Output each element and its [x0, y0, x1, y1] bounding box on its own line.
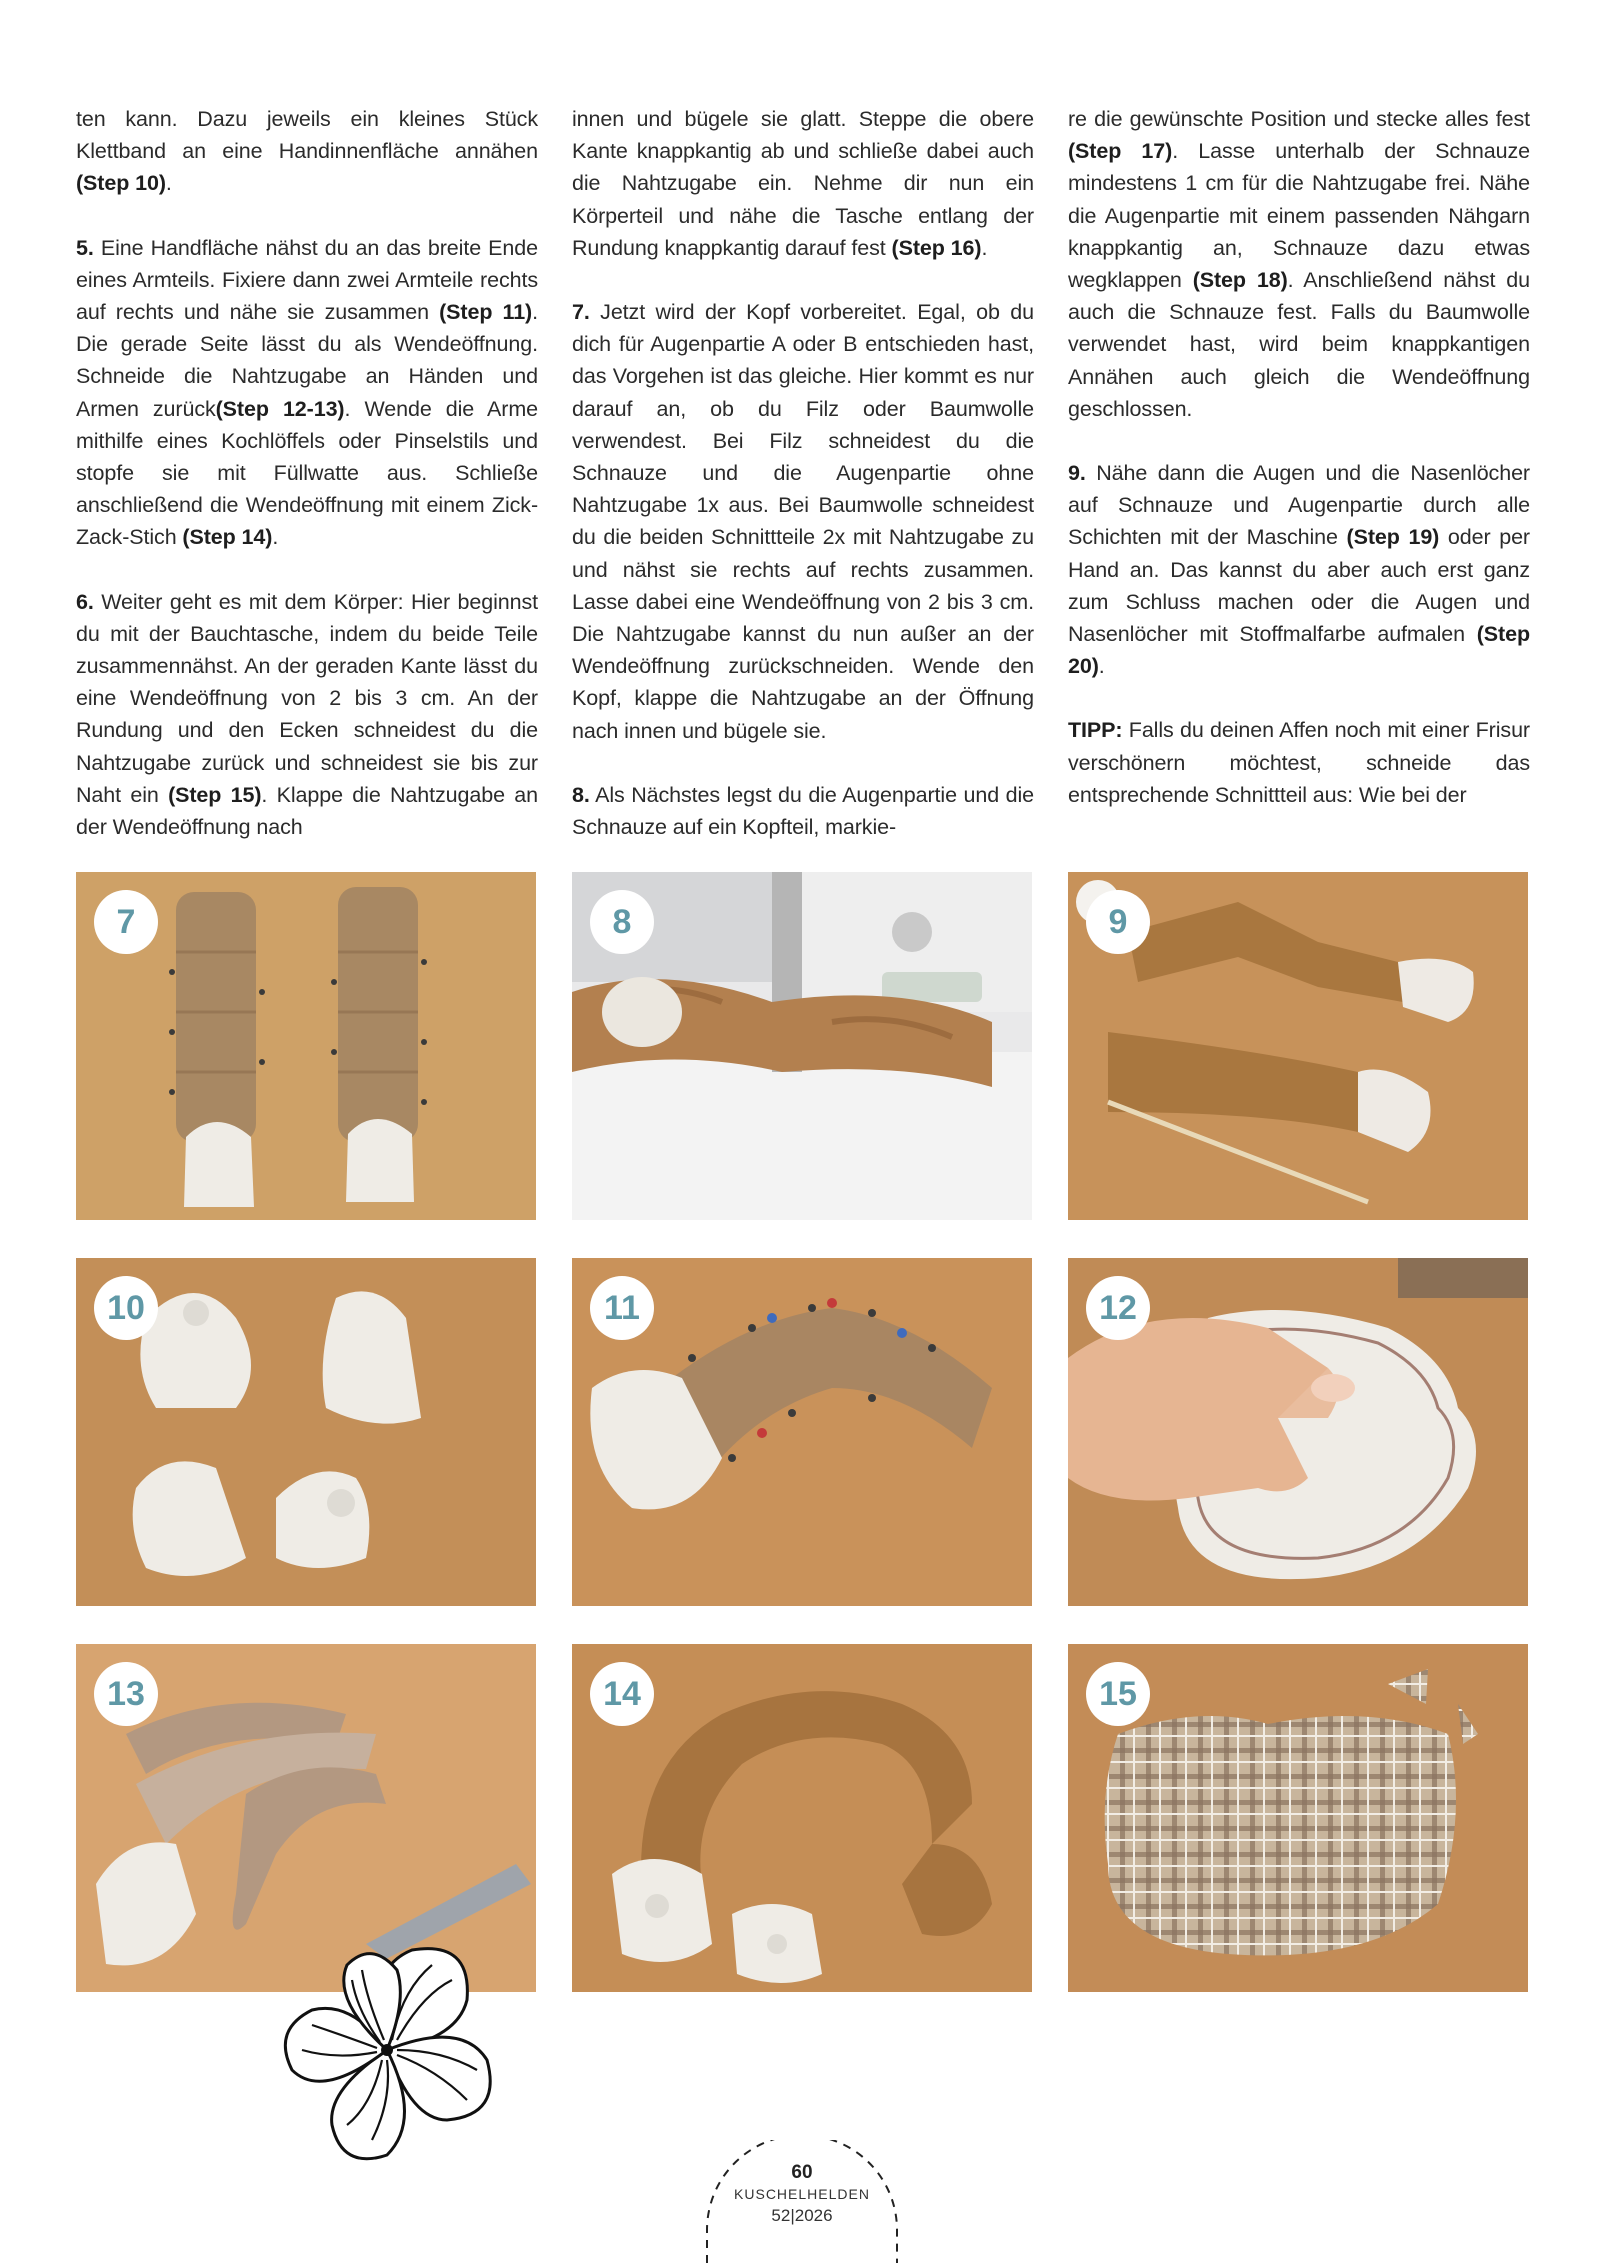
page-footer — [697, 2140, 907, 2263]
step-number: 6. — [76, 589, 94, 614]
step-reference: (Step 14) — [182, 525, 273, 550]
step-reference: (Step 12-13) — [215, 396, 345, 421]
paragraph-text: . — [272, 525, 279, 550]
paragraph — [76, 103, 538, 200]
step-reference: (Step 20) — [1068, 622, 1530, 679]
paragraph-text: . Die gerade Seite lässt du als Wendeöffnung. Schneide die Nahtzugabe an Händen und Armen zurück — [76, 300, 538, 421]
paragraph — [76, 586, 538, 844]
paragraph-text: . Anschließend nähst du auch die Schnauze fest. Falls du Baumwolle verwendet hast, wird beim knappkantigen Annähen auch gleich die Wendeöffnung geschlossen. — [1068, 268, 1530, 421]
step-reference: (Step 17) — [1068, 139, 1173, 164]
magazine-name: KUSCHELHELDEN — [734, 2186, 870, 2202]
paragraph-text: Eine Handfläche nähst du an das breite Ende eines Armteils. Fixiere dann zwei Armteile rechts auf rechts und nähe sie zusammen — [76, 235, 538, 325]
step-photo-9 — [1068, 872, 1528, 1220]
paragraph-text: ten kann. Dazu jeweils ein kleines Stück Klettband an eine Handinnenfläche annähen — [76, 107, 538, 164]
text-column-2 — [572, 103, 1034, 875]
step-photo-12 — [1068, 1258, 1528, 1606]
step-badge: 13 — [94, 1662, 158, 1726]
step-badge: 14 — [590, 1662, 654, 1726]
step-photo-15 — [1068, 1644, 1528, 1992]
step-reference: (Step 11) — [439, 300, 533, 325]
step-number: 8. — [572, 782, 590, 807]
paragraph-text: . — [1098, 654, 1105, 679]
paragraph — [572, 296, 1034, 747]
step-badge: 12 — [1086, 1276, 1150, 1340]
step-badge: 8 — [590, 890, 654, 954]
paragraph-text: . Klappe die Nahtzugabe an der Wendeöffnung nach — [76, 782, 538, 840]
paragraph-text: oder per Hand an. Das kannst du aber auch erst ganz zum Schluss machen oder die Augen und Nasenlöcher mit Stoffmalfarbe aufmalen — [1068, 525, 1530, 647]
step-number: 9. — [1068, 461, 1086, 486]
paragraph-text: Als Nächstes legst du die Augenpartie und die Schnauze auf ein Kopfteil, markie- — [572, 782, 1034, 840]
paragraph — [1068, 457, 1530, 682]
text-column-3 — [1068, 103, 1530, 843]
paragraph-text: Weiter geht es mit dem Körper: Hier beginnst du mit der Bauchtasche, indem du beide Teile zusammennähst. An der geraden Kante lässt du eine Wendeöffnung von 2 bis 3 cm. An der Rundung und den Ecken schneidest du die Nahtzugabe zurück und schneidest sie bis zur Naht ein — [76, 589, 538, 807]
step-photo-10 — [76, 1258, 536, 1606]
paragraph — [572, 779, 1034, 843]
flower-decoration-icon — [272, 1940, 502, 2170]
step-badge: 7 — [94, 890, 158, 954]
page-number: 60 — [791, 2162, 813, 2183]
step-photo-11 — [572, 1258, 1032, 1606]
step-number: 7. — [572, 300, 590, 325]
paragraph — [572, 103, 1034, 264]
paragraph — [1068, 103, 1530, 425]
paragraph-text: Jetzt wird der Kopf vorbereitet. Egal, ob du dich für Augenpartie A oder B entschieden hast, das Vorgehen ist das gleiche. Hier kommt es nur darauf an, ob du Filz oder Baumwolle verwendest. Bei Filz schneidest du die Schnauze und die Augenpartie ohne Nahtzugabe 1x aus. Bei Baumwolle schneidest du die beiden Schnittteile 2x mit Nahtzugabe zu und nähst sie rechts auf rechts zusammen. Lasse dabei eine Wendeöffnung von 2 bis 3 cm. Die Nahtzugabe kannst du nun außer an der Wendeöffnung zurückschneiden. Wende den Kopf, klappe die Nahtzugabe an der Öffnung nach innen und bügele sie. — [572, 300, 1034, 743]
step-photo-7 — [76, 872, 536, 1220]
step-photo-8 — [572, 872, 1032, 1220]
paragraph-text: Falls du deinen Affen noch mit einer Frisur verschönern möchtest, schneide das entsprechende Schnittteil aus: Wie bei der — [1068, 718, 1530, 807]
step-badge: 10 — [94, 1276, 158, 1340]
step-badge: 11 — [590, 1276, 654, 1340]
text-column-1 — [76, 103, 538, 875]
tip-label: TIPP: — [1068, 718, 1123, 743]
step-reference: (Step 10) — [76, 171, 166, 196]
paragraph-text: . Lasse unterhalb der Schnauze mindestens 1 cm für die Nahtzugabe frei. Nähe die Augenpartie mit einem passenden Nähgarn knappkantig an, Schnauze dazu etwas wegklappen — [1068, 139, 1530, 293]
step-photo-14 — [572, 1644, 1032, 1992]
issue-number: 52|2026 — [771, 2206, 833, 2225]
paragraph-text: innen und bügele sie glatt. Steppe die obere Kante knappkantig ab und schließe dabei auch die Nahtzugabe ein. Nehme dir nun ein Körperteil und nähe die Tasche entlang der Rundung knappkantig darauf fest — [572, 107, 1034, 260]
step-badge: 9 — [1086, 890, 1150, 954]
paragraph-text: . — [165, 171, 172, 196]
step-reference: (Step 16) — [891, 235, 982, 260]
paragraph-text: Nähe dann die Augen und die Nasenlöcher auf Schnauze und Augenpartie durch alle Schichten mit der Maschine — [1068, 461, 1530, 550]
step-number: 5. — [76, 235, 94, 260]
step-badge: 15 — [1086, 1662, 1150, 1726]
paragraph — [76, 232, 538, 554]
paragraph-text: . Wende die Arme mithilfe eines Kochlöffels oder Pinselstils und stopfe sie mit Füllwatte aus. Schließe anschließend die Wendeöffnung mit einem Zick-Zack-Stich — [76, 396, 538, 550]
paragraph-text: . — [981, 235, 988, 260]
paragraph-text: re die gewünschte Position und stecke alles fest — [1068, 107, 1530, 131]
step-reference: (Step 15) — [168, 782, 262, 807]
step-reference: (Step 19) — [1346, 525, 1440, 550]
paragraph — [1068, 714, 1530, 811]
step-reference: (Step 18) — [1192, 268, 1288, 293]
